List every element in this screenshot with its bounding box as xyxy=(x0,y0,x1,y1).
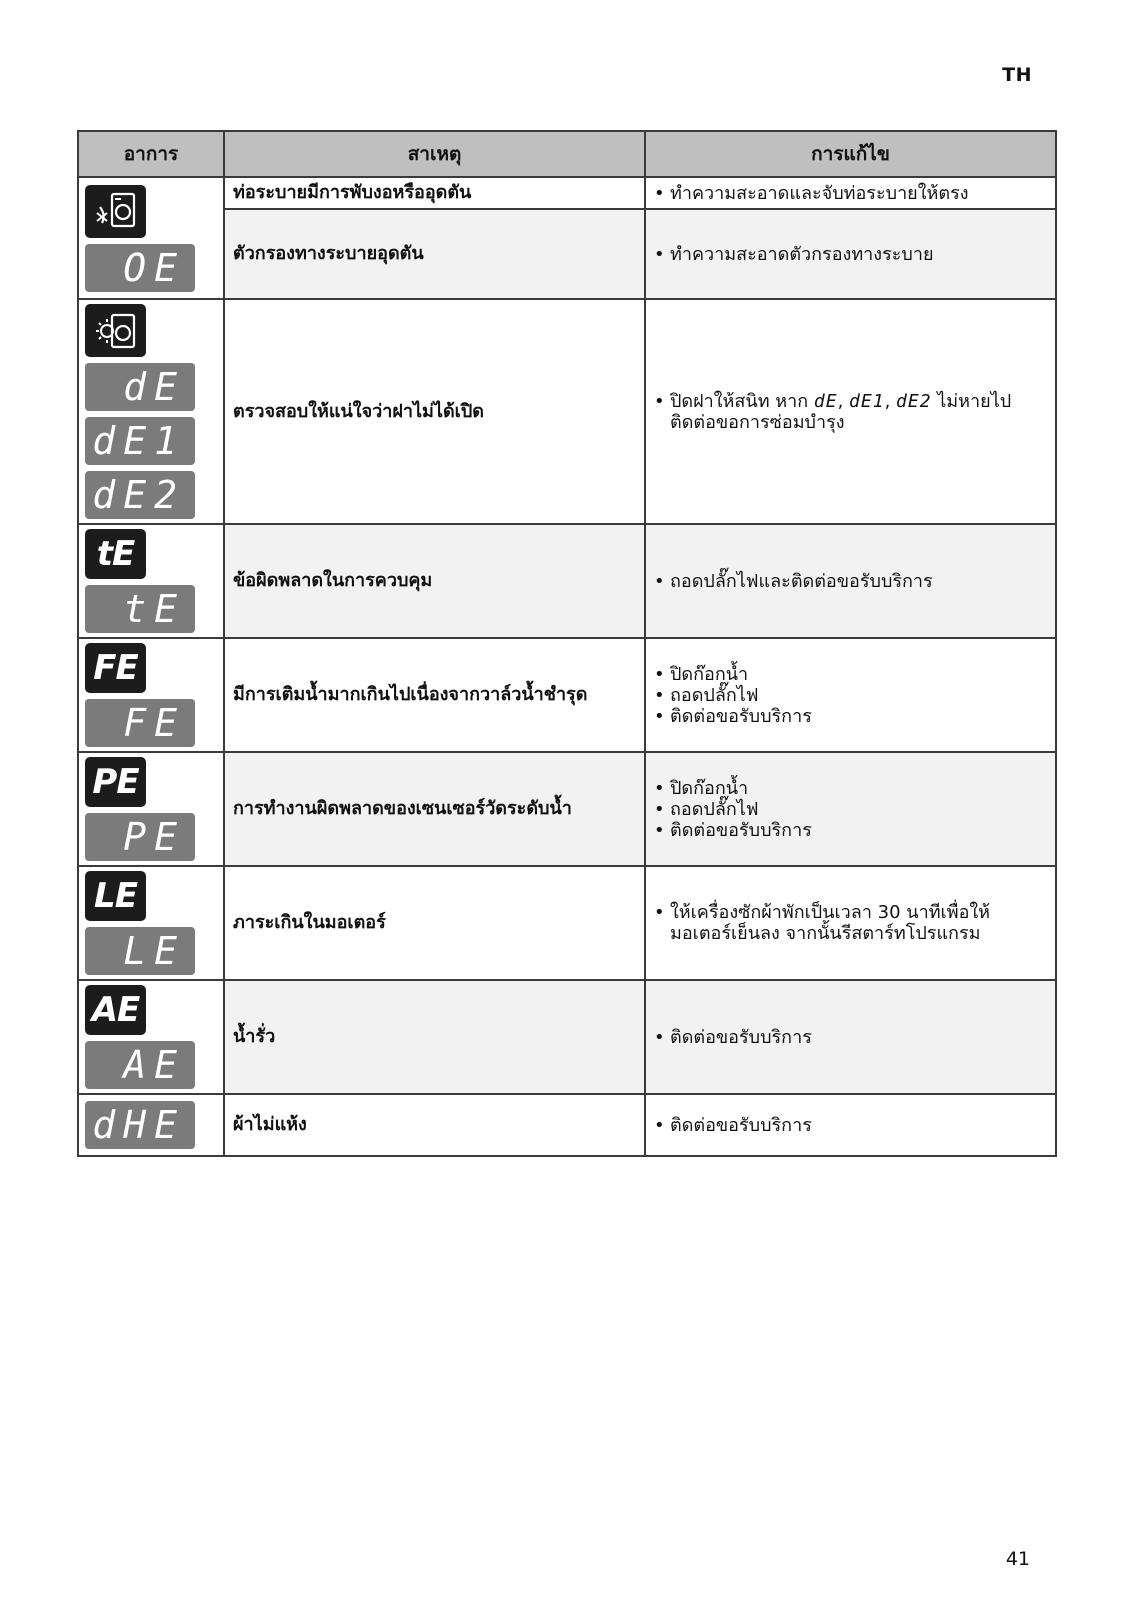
table-row xyxy=(78,638,1056,752)
solution-item: • ติดต่อขอรับบริการ xyxy=(654,1115,1047,1136)
solution-item: • ทำความสะอาดตัวกรองทางระบาย xyxy=(654,244,1047,265)
solution-cell xyxy=(645,638,1056,752)
solution-item: • ติดต่อขอรับบริการ xyxy=(654,1027,1047,1048)
lcd-code: OE xyxy=(85,244,195,292)
solution-item: • ติดต่อขอรับบริการ xyxy=(654,706,1047,727)
cause-cell: การทำงานผิดพลาดของเซนเซอร์วัดระดับน้ำ xyxy=(224,752,645,866)
error-code-badge: FE xyxy=(85,643,146,693)
symptom-cell xyxy=(78,524,224,638)
cause-cell: ข้อผิดพลาดในการควบคุม xyxy=(224,524,645,638)
inline-error-code: dE xyxy=(813,390,838,412)
solution-cell xyxy=(645,177,1056,209)
symptom-cell xyxy=(78,866,224,980)
lcd-code: dE2 xyxy=(85,471,195,519)
solution-item: • ถอดปลั๊กไฟและติดต่อขอรับบริการ xyxy=(654,571,1047,592)
solution-cell xyxy=(645,752,1056,866)
cause-cell: ท่อระบายมีการพับงอหรืออุดตัน xyxy=(224,177,645,209)
inline-error-code: dE2 xyxy=(896,390,932,412)
table-row xyxy=(78,866,1056,980)
page-number: 41 xyxy=(1005,1548,1030,1570)
table-row xyxy=(78,980,1056,1094)
troubleshooting-table xyxy=(77,130,1057,1157)
error-code-badge: PE xyxy=(85,757,146,807)
lcd-code: dE xyxy=(85,363,195,411)
solution-item: • ติดต่อขอรับบริการ xyxy=(654,820,1047,841)
solution-item: • ปิดก๊อกน้ำ xyxy=(654,664,1047,685)
cause-cell: ตรวจสอบให้แน่ใจว่าฝาไม่ได้เปิด xyxy=(224,299,645,524)
solution-cell xyxy=(645,524,1056,638)
inline-error-code: dE1 xyxy=(849,390,885,412)
cause-cell: ผ้าไม่แห้ง xyxy=(224,1094,645,1156)
solution-item: • ถอดปลั๊กไฟ xyxy=(654,799,1047,820)
error-code-badge: tE xyxy=(85,529,146,579)
header-cause: สาเหตุ xyxy=(224,131,645,177)
solution-item: • ให้เครื่องซักผ้าพักเป็นเวลา 30 นาทีเพื่อให้มอเตอร์เย็นลง จากนั้นรีสตาร์ทโปรแกรม xyxy=(654,902,1047,944)
symptom-cell xyxy=(78,752,224,866)
lcd-code: LE xyxy=(85,927,195,975)
table-row xyxy=(78,752,1056,866)
solution-cell xyxy=(645,299,1056,524)
table-row xyxy=(78,299,1056,524)
door-open-icon xyxy=(85,304,146,357)
solution-cell xyxy=(645,1094,1056,1156)
drain-error-icon xyxy=(85,185,146,238)
solution-item: • ถอดปลั๊กไฟ xyxy=(654,685,1047,706)
lcd-code: PE xyxy=(85,813,195,861)
lcd-code: FE xyxy=(85,699,195,747)
cause-cell: ตัวกรองทางระบายอุดตัน xyxy=(224,209,645,299)
solution-item: • ทำความสะอาดและจับท่อระบายให้ตรง xyxy=(654,183,1047,204)
symptom-cell xyxy=(78,1094,224,1156)
lcd-code: AE xyxy=(85,1041,195,1089)
solution-item: • ปิดฝาให้สนิท หาก dE, dE1, dE2 ไม่หายไป ติดต่อขอการซ่อมบำรุง xyxy=(654,391,1047,433)
solution-cell xyxy=(645,866,1056,980)
solution-item: • ปิดก๊อกน้ำ xyxy=(654,778,1047,799)
language-tag: TH xyxy=(1002,64,1032,86)
cause-cell: น้ำรั่ว xyxy=(224,980,645,1094)
lcd-code: tE xyxy=(85,585,195,633)
table-row xyxy=(78,524,1056,638)
table-header-row xyxy=(78,131,1056,177)
error-code-badge: LE xyxy=(85,871,146,921)
cause-cell: ภาระเกินในมอเตอร์ xyxy=(224,866,645,980)
table-row xyxy=(78,209,1056,299)
lcd-code: dE1 xyxy=(85,417,195,465)
error-code-badge: AE xyxy=(85,985,146,1035)
header-solution: การแก้ไข xyxy=(645,131,1056,177)
solution-cell xyxy=(645,980,1056,1094)
symptom-cell xyxy=(78,299,224,524)
symptom-cell xyxy=(78,980,224,1094)
symptom-cell xyxy=(78,638,224,752)
table-row xyxy=(78,1094,1056,1156)
symptom-cell xyxy=(78,177,224,299)
solution-cell xyxy=(645,209,1056,299)
cause-cell: มีการเติมน้ำมากเกินไปเนื่องจากวาล์วน้ำชำรุด xyxy=(224,638,645,752)
table-row xyxy=(78,177,1056,209)
header-symptom: อาการ xyxy=(78,131,224,177)
lcd-code: dHE xyxy=(85,1101,195,1149)
